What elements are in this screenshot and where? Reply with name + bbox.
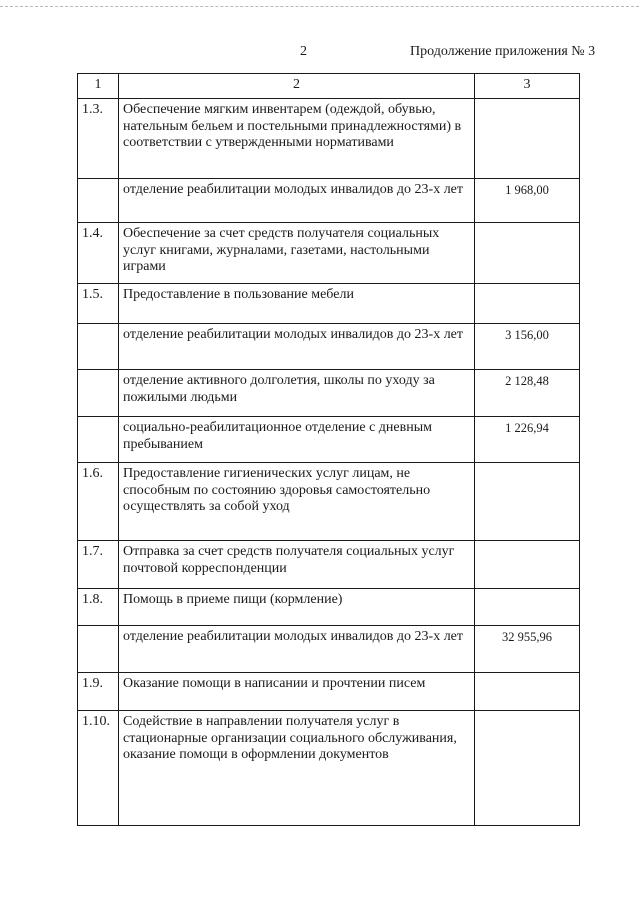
service-description: отделение реабилитации молодых инвалидов до 23-х лет <box>119 324 475 370</box>
row-number: 1.4. <box>78 223 119 284</box>
service-description: отделение активного долголетия, школы по уходу за пожилыми людьми <box>119 370 475 417</box>
column-header: 2 <box>119 74 475 99</box>
service-amount <box>475 541 580 589</box>
row-number: 1.3. <box>78 99 119 179</box>
row-number: 1.6. <box>78 463 119 541</box>
appendix-continuation-label: Продолжение приложения № 3 <box>410 44 596 59</box>
service-amount <box>475 223 580 284</box>
table-row <box>78 711 580 826</box>
column-header: 1 <box>78 74 119 99</box>
table-row <box>78 284 580 324</box>
table-row <box>78 370 580 417</box>
service-description: Помощь в приеме пищи (кормление) <box>119 589 475 626</box>
row-number <box>78 626 119 673</box>
scan-edge-line <box>0 6 639 8</box>
row-number: 1.7. <box>78 541 119 589</box>
table-row <box>78 417 580 463</box>
table-row <box>78 541 580 589</box>
service-amount: 3 156,00 <box>475 324 580 370</box>
service-description: Содействие в направлении получателя услуг в стационарные организации социального обслуживания, оказание помощи в оформлении документов <box>119 711 475 826</box>
service-description: Предоставление в пользование мебели <box>119 284 475 324</box>
service-description: Отправка за счет средств получателя социальных услуг почтовой корреспонденции <box>119 541 475 589</box>
row-number: 1.8. <box>78 589 119 626</box>
column-header: 3 <box>475 74 580 99</box>
table-row <box>78 463 580 541</box>
service-amount: 1 226,94 <box>475 417 580 463</box>
service-amount <box>475 463 580 541</box>
service-description: социально-реабилитационное отделение с дневным пребыванием <box>119 417 475 463</box>
service-amount: 32 955,96 <box>475 626 580 673</box>
table-row <box>78 99 580 179</box>
service-description: Оказание помощи в написании и прочтении писем <box>119 673 475 711</box>
service-description: отделение реабилитации молодых инвалидов до 23-х лет <box>119 179 475 223</box>
row-number: 1.5. <box>78 284 119 324</box>
page-number: 2 <box>300 44 307 59</box>
service-amount <box>475 99 580 179</box>
table-row <box>78 223 580 284</box>
row-number <box>78 417 119 463</box>
service-amount: 2 128,48 <box>475 370 580 417</box>
service-amount <box>475 673 580 711</box>
row-number <box>78 179 119 223</box>
table-row <box>78 324 580 370</box>
table-row <box>78 179 580 223</box>
service-amount <box>475 589 580 626</box>
service-amount <box>475 711 580 826</box>
service-description: Обеспечение за счет средств получателя социальных услуг книгами, журналами, газетами, настольными играми <box>119 223 475 284</box>
table-row <box>78 626 580 673</box>
table-row <box>78 673 580 711</box>
table-header-row <box>78 74 580 99</box>
service-amount: 1 968,00 <box>475 179 580 223</box>
service-amount <box>475 284 580 324</box>
table-row <box>78 589 580 626</box>
service-description: Обеспечение мягким инвентарем (одеждой, обувью, нательным бельем и постельными принадлежностями) в соответствии с утвержденными нормативами <box>119 99 475 179</box>
row-number <box>78 370 119 417</box>
row-number <box>78 324 119 370</box>
row-number: 1.10. <box>78 711 119 826</box>
service-description: Предоставление гигиенических услуг лицам, не способным по состоянию здоровья самостоятельно осуществлять за собой уход <box>119 463 475 541</box>
row-number: 1.9. <box>78 673 119 711</box>
service-description: отделение реабилитации молодых инвалидов до 23-х лет <box>119 626 475 673</box>
services-table <box>77 73 580 826</box>
